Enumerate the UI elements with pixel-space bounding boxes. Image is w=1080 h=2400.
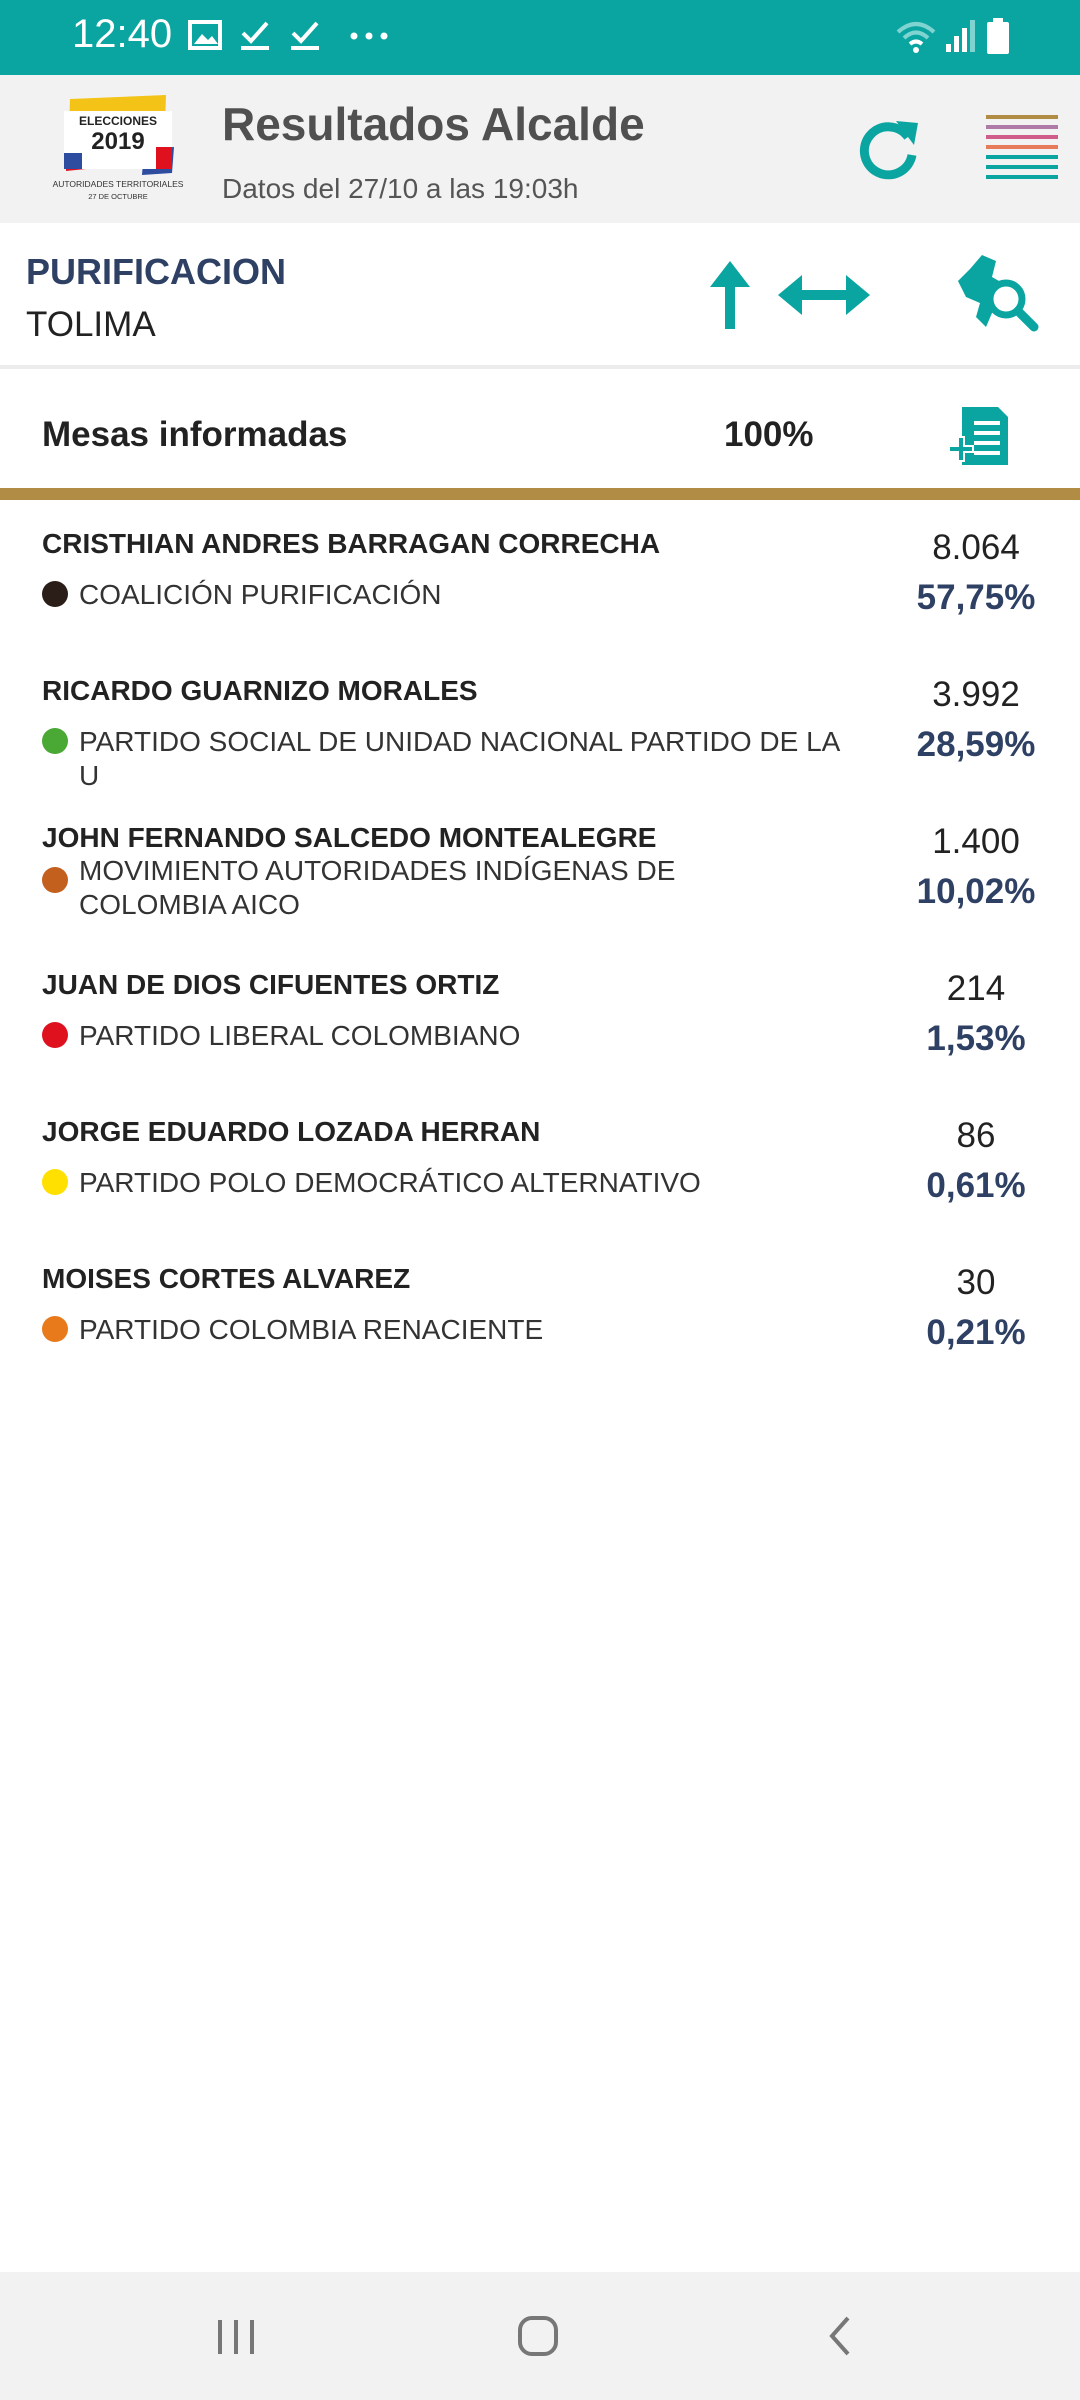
- divider: [0, 488, 1080, 500]
- menu-icon[interactable]: [984, 111, 1060, 187]
- vote-percent: 1,53%: [926, 1019, 1026, 1058]
- vote-count: 1.400: [932, 822, 1020, 861]
- signal-icon: [944, 18, 980, 54]
- arrows-horizontal-icon[interactable]: [776, 267, 872, 323]
- mesas-informadas-row: [0, 369, 1080, 487]
- home-icon[interactable]: [506, 2304, 570, 2368]
- party-color-dot: [42, 1022, 68, 1048]
- add-document-icon[interactable]: [948, 405, 1010, 467]
- location-bar: [0, 223, 1080, 369]
- candidate-row[interactable]: [0, 647, 1080, 794]
- candidate-name: JOHN FERNANDO SALCEDO MONTEALEGRE: [42, 822, 657, 853]
- party-color-dot: [42, 1316, 68, 1342]
- candidate-row[interactable]: [0, 500, 1080, 647]
- check-icon: [238, 18, 272, 52]
- candidate-row[interactable]: [0, 1088, 1080, 1235]
- party-color-dot: [42, 867, 68, 893]
- map-search-icon[interactable]: [952, 251, 1042, 335]
- candidate-row[interactable]: [0, 941, 1080, 1088]
- check-icon: [288, 18, 322, 52]
- party-color-dot: [42, 581, 68, 607]
- mesas-label: Mesas informadas: [42, 415, 348, 454]
- data-timestamp: Datos del 27/10 a las 19:03h: [222, 173, 579, 204]
- vote-count: 8.064: [932, 528, 1020, 567]
- svg-text:2019: 2019: [91, 128, 145, 155]
- party-name: COALICIÓN PURIFICACIÓN: [79, 579, 442, 610]
- departamento-name: TOLIMA: [26, 305, 156, 344]
- party-name: PARTIDO COLOMBIA RENACIENTE: [79, 1314, 544, 1345]
- back-icon[interactable]: [808, 2304, 872, 2368]
- vote-count: 30: [956, 1263, 996, 1302]
- vote-count: 86: [956, 1116, 996, 1155]
- status-bar: [0, 0, 1080, 75]
- page-title: Resultados Alcalde: [222, 98, 645, 150]
- svg-text:27 DE OCTUBRE: 27 DE OCTUBRE: [88, 192, 148, 201]
- vote-percent: 0,61%: [926, 1166, 1026, 1205]
- candidate-name: CRISTHIAN ANDRES BARRAGAN CORRECHA: [42, 528, 661, 559]
- gallery-icon: [188, 18, 222, 52]
- municipio-name: PURIFICACION: [26, 251, 286, 292]
- vote-percent: 28,59%: [916, 725, 1036, 764]
- candidate-name: JORGE EDUARDO LOZADA HERRAN: [42, 1116, 541, 1147]
- more-icon: [348, 18, 390, 52]
- candidate-name: MOISES CORTES ALVAREZ: [42, 1263, 411, 1294]
- svg-text:AUTORIDADES TERRITORIALES: AUTORIDADES TERRITORIALES: [52, 179, 184, 189]
- battery-icon: [986, 18, 1010, 56]
- app-header: [0, 75, 1080, 223]
- candidates-list: [0, 500, 1080, 1382]
- elecciones-2019-logo: [46, 95, 194, 205]
- vote-percent: 10,02%: [916, 872, 1036, 911]
- party-name: MOVIMIENTO AUTORIDADES INDÍGENAS DE COLOMBIA AICO: [79, 855, 676, 920]
- vote-percent: 0,21%: [926, 1313, 1026, 1352]
- arrow-up-icon[interactable]: [702, 259, 758, 331]
- wifi-icon: [894, 18, 938, 58]
- mesas-value: 100%: [724, 415, 814, 454]
- vote-count: 214: [946, 969, 1006, 1008]
- party-color-dot: [42, 728, 68, 754]
- svg-text:ELECCIONES: ELECCIONES: [78, 114, 158, 128]
- party-name: PARTIDO LIBERAL COLOMBIANO: [79, 1020, 521, 1051]
- candidate-row[interactable]: [0, 794, 1080, 941]
- status-time: 12:40: [72, 12, 173, 56]
- candidate-name: RICARDO GUARNIZO MORALES: [42, 675, 478, 706]
- system-nav-bar: [0, 2272, 1080, 2400]
- party-name: PARTIDO POLO DEMOCRÁTICO ALTERNATIVO: [79, 1167, 701, 1198]
- recent-apps-icon[interactable]: [204, 2304, 268, 2368]
- party-name: PARTIDO SOCIAL DE UNIDAD NACIONAL PARTIDO DE LA U: [79, 726, 839, 791]
- candidate-row[interactable]: [0, 1235, 1080, 1382]
- candidate-name: JUAN DE DIOS CIFUENTES ORTIZ: [42, 969, 500, 1000]
- party-color-dot: [42, 1169, 68, 1195]
- vote-percent: 57,75%: [916, 578, 1036, 617]
- refresh-icon[interactable]: [852, 115, 924, 187]
- vote-count: 3.992: [932, 675, 1020, 714]
